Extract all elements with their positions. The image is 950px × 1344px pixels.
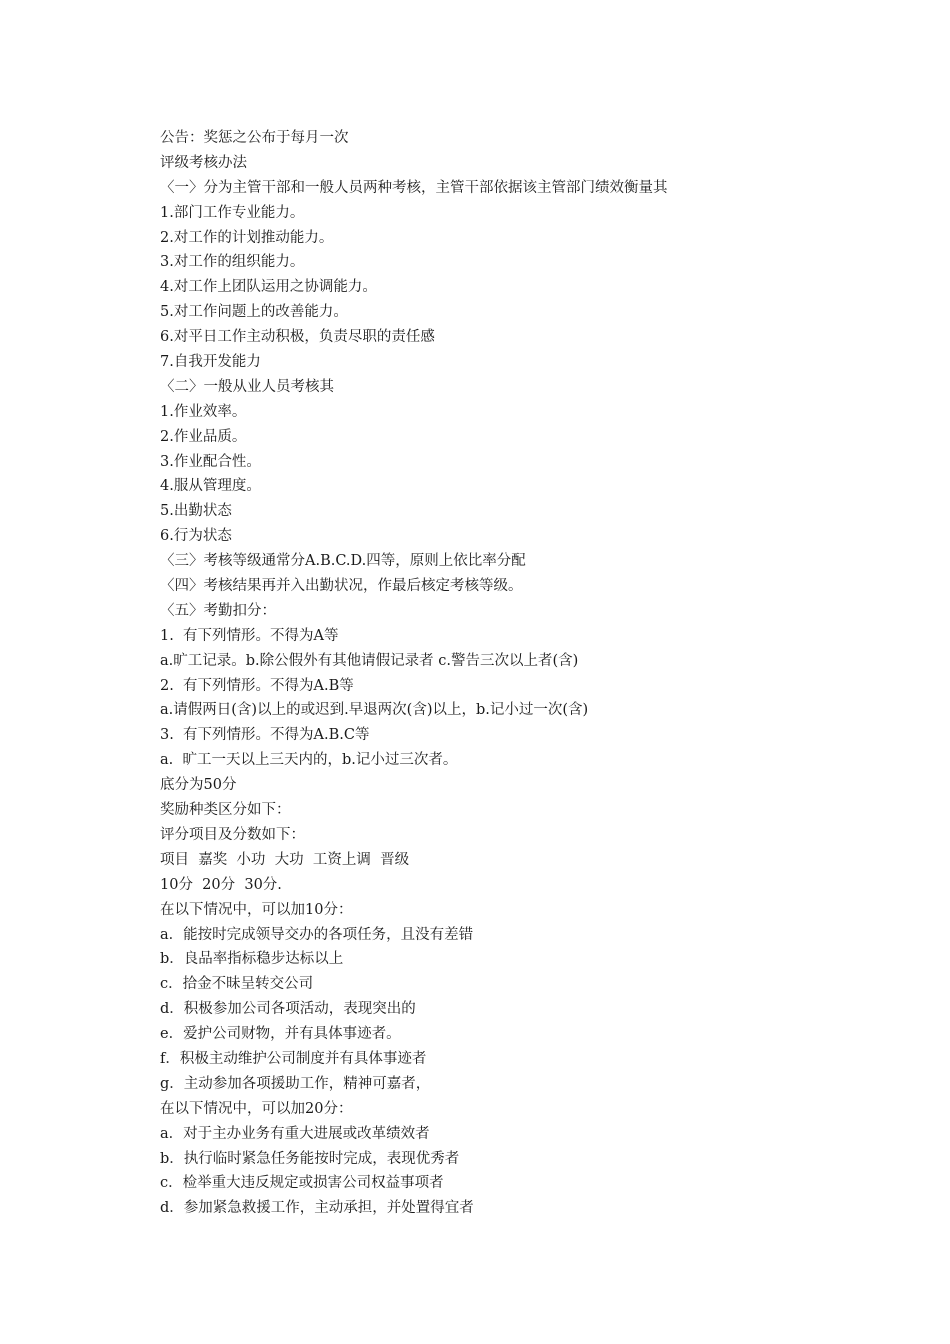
text-line: c．拾金不昧呈转交公司 [160, 976, 314, 993]
text-line: f．积极主动维护公司制度并有具体事迹者 [160, 1050, 427, 1067]
document-body [160, 126, 920, 1221]
text-line: 在以下情况中，可以加20分： [160, 1100, 353, 1117]
text-line: e．爱护公司财物，并有具体事迹者。 [160, 1026, 401, 1043]
text-line: 5.出勤状态 [160, 503, 232, 520]
text-line: d．积极参加公司各项活动，表现突出的 [160, 1001, 416, 1018]
text-line: b．执行临时紧急任务能按时完成，表现优秀者 [160, 1150, 460, 1167]
text-line: 7.自我开发能力 [160, 354, 261, 371]
text-line: a. 旷工一天以上三天内的，b.记小过三次者。 [160, 752, 458, 769]
text-line: 2.作业品质。 [160, 428, 247, 445]
text-line: 奖励种类区分如下： [160, 802, 291, 819]
text-line: 〈三〉考核等级通常分A.B.C.D.四等，原则上依比率分配 [160, 553, 526, 570]
text-line: 评分项目及分数如下： [160, 826, 305, 843]
text-line: 2. 有下列情形。不得为A.B等 [160, 677, 354, 694]
text-line: 1. 有下列情形。不得为A等 [160, 627, 339, 644]
text-line: 1.部门工作专业能力。 [160, 204, 305, 221]
text-line: 底分为50分 [160, 777, 237, 794]
text-line: 3. 有下列情形。不得为A.B.C等 [160, 727, 370, 744]
text-line: 〈一〉分为主管干部和一般人员两种考核，主管干部依据该主管部门绩效衡量其 [160, 179, 668, 196]
text-line: 公告：奖惩之公布于每月一次 [160, 130, 349, 146]
text-line: b．良品率指标稳步达标以上 [160, 951, 344, 968]
text-line: 6.对平日工作主动积极，负责尽职的责任感 [160, 329, 435, 346]
text-line: 〈五〉考勤扣分： [160, 602, 276, 619]
text-line: d．参加紧急救援工作，主动承担，并处置得宜者 [160, 1200, 474, 1217]
text-line: a.旷工记录。b.除公假外有其他请假记录者 c.警告三次以上者(含) [160, 652, 579, 669]
text-line: a．对于主办业务有重大进展或改革绩效者 [160, 1125, 430, 1142]
text-line: 4.对工作上团队运用之协调能力。 [160, 279, 377, 296]
text-line: 〈二〉一般从业人员考核其 [160, 378, 334, 395]
text-line: 6.行为状态 [160, 528, 232, 545]
text-line: 〈四〉考核结果再并入出勤状况，作最后核定考核等级。 [160, 578, 523, 595]
text-line: a.请假两日(含)以上的或迟到.早退两次(含)以上，b.记小过一次(含) [160, 702, 589, 719]
text-line: 10分 20分 30分. [160, 876, 282, 893]
text-line: 项目 嘉奖 小功 大功 工资上调 晋级 [160, 851, 410, 868]
text-line: 3.对工作的组织能力。 [160, 254, 305, 271]
text-line: 3.作业配合性。 [160, 453, 261, 470]
text-line: 评级考核办法 [160, 154, 247, 171]
text-line: g．主动参加各项援助工作，精神可嘉者， [160, 1075, 431, 1092]
text-line: 2.对工作的计划推动能力。 [160, 229, 334, 246]
text-line: 在以下情况中，可以加10分： [160, 901, 353, 918]
text-line: 4.服从管理度。 [160, 478, 261, 495]
text-line: c．检举重大违反规定或损害公司权益事项者 [160, 1175, 444, 1192]
text-line: a．能按时完成领导交办的各项任务，且没有差错 [160, 926, 474, 943]
text-line: 1.作业效率。 [160, 403, 247, 420]
text-line: 5.对工作问题上的改善能力。 [160, 304, 348, 321]
